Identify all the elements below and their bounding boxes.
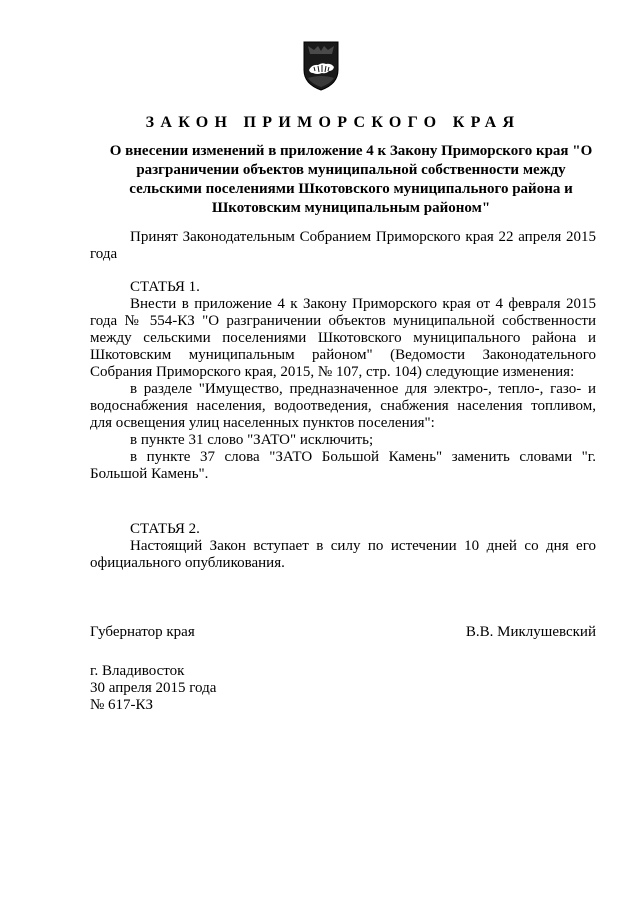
article-1-heading: СТАТЬЯ 1. <box>130 279 200 295</box>
law-details <box>90 663 390 714</box>
coat-of-arms <box>300 40 342 92</box>
article-2-body: Настоящий Закон вступает в силу по истечении 10 дней со дня его официального опубликования. <box>90 538 596 571</box>
signatory-name: В.В. Миклушевский <box>465 624 596 640</box>
subtitle-line: О внесении изменений в приложение 4 к Закону Приморского края "О <box>109 143 593 159</box>
article-1-item-37: в пункте 37 слова "ЗАТО Большой Камень" заменить словами "г. Большой Камень". <box>90 449 596 482</box>
article-2-heading: СТАТЬЯ 2. <box>130 521 200 537</box>
subtitle-line: Шкотовским муниципальным районом" <box>211 200 491 216</box>
article-1-item-31: в пункте 31 слово "ЗАТО" исключить; <box>130 432 374 448</box>
signatory-position: Губернатор края <box>90 624 195 640</box>
adoption-statement: Принят Законодательным Собранием Приморского края 22 апреля 2015 года <box>90 229 596 262</box>
issue-date: 30 апреля 2015 года <box>90 680 217 696</box>
article-1-body <box>90 296 596 483</box>
law-number: № 617-КЗ <box>90 697 154 713</box>
signature-block <box>90 624 596 641</box>
law-title: ЗАКОН ПРИМОРСКОГО КРАЯ <box>145 114 521 131</box>
article-1-intro: Внести в приложение 4 к Закону Приморского края от 4 февраля 2015 года № 554-КЗ "О разграничении объектов муниципальной собственности между сельскими поселениями Шкотовского муниципального района и Шкотовским муниципальным районом" (Ведомости Законодательного Собрания Приморского края, 2015, № 107, стр. 104) следующие изменения: <box>90 296 596 380</box>
law-subtitle <box>96 142 606 218</box>
subtitle-line: разграничении объектов муниципальной собственности между <box>136 162 566 178</box>
article-1-section: в разделе "Имущество, предназначенное для электро-, тепло-, газо- и водоснабжения населения, водоотведения, снабжения населения топливом, для освещения улиц населенных пунктов поселения": <box>90 381 596 431</box>
issue-city: г. Владивосток <box>90 663 185 679</box>
subtitle-line: сельскими поселениями Шкотовского муниципального района и <box>129 181 573 197</box>
primorye-coat-of-arms-icon <box>300 40 342 92</box>
